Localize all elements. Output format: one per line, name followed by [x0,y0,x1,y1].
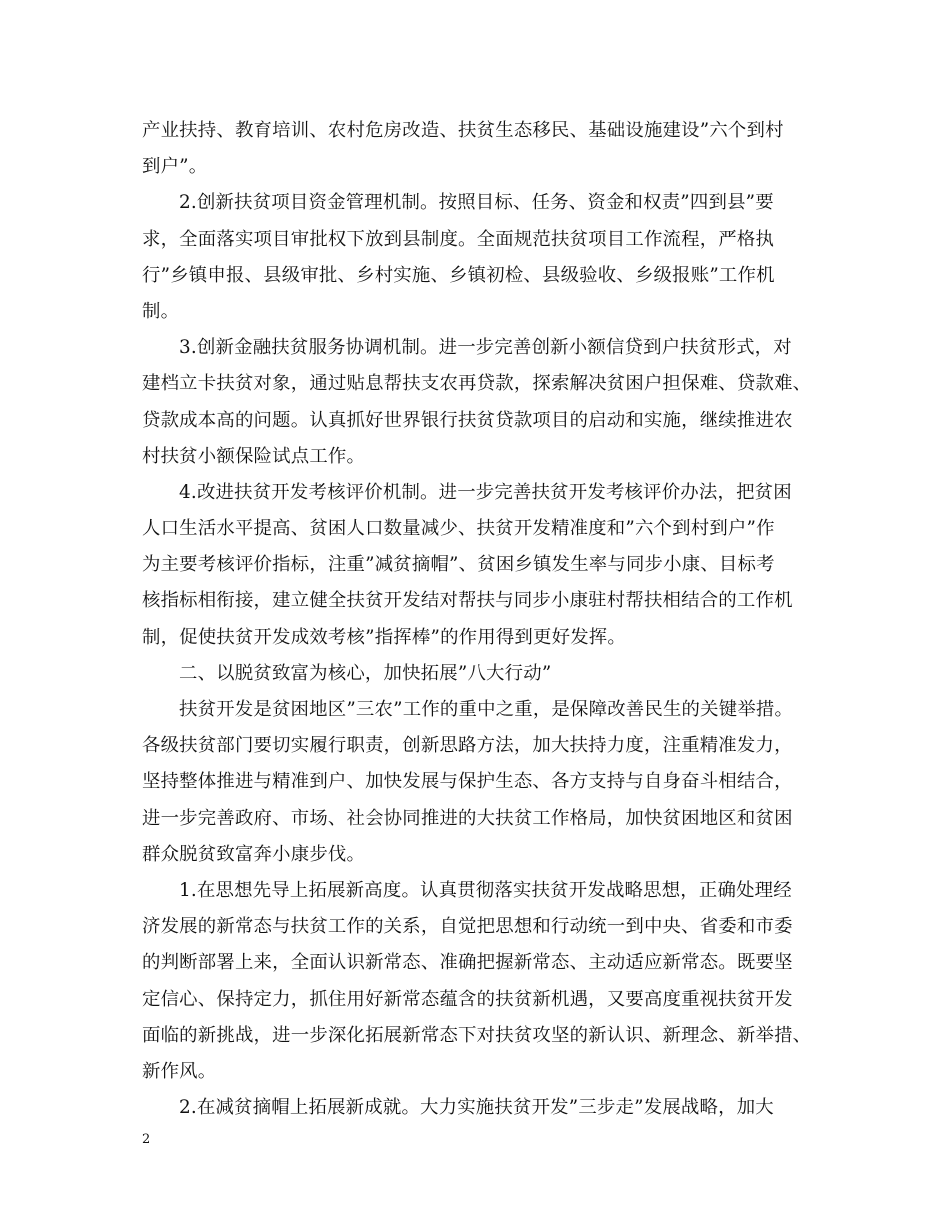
text-line: 济发展的新常态与扶贫工作的关系，自觉把思想和行动统一到中央、省委和市委 [142,916,793,938]
text-line: 二、以脱贫致富为核心，加快拓展”八大行动” [179,662,552,684]
text-line: 4.改进扶贫开发考核评价机制。进一步完善扶贫开发考核评价办法，把贫困 [179,481,792,503]
text-line: 扶贫开发是贫困地区”三农”工作的重中之重，是保障改善民生的关键举措。 [179,699,794,720]
text-line: 定信心、保持定力，抓住用好新常态蕴含的扶贫新机遇，又要高度重视扶贫开发 [142,988,793,1010]
text-line: 到户”。 [142,156,208,178]
text-line: 求，全面落实项目审批权下放到县制度。全面规范扶贫项目工作流程，严格执 [142,228,775,250]
text-line: 进一步完善政府、市场、社会协同推进的大扶贫工作格局，加快贫困地区和贫困 [142,807,793,829]
text-line: 建档立卡扶贫对象，通过贴息帮扶支农再贷款，探索解决贫困户担保难、贷款难、 [142,373,812,395]
text-line: 贷款成本高的问题。认真抓好世界银行扶贫贷款项目的启动和实施，继续推进农 [142,409,793,431]
text-line: 村扶贫小额保险试点工作。 [142,445,366,467]
text-line: 为主要考核评价指标，注重”减贫摘帽”、贫困乡镇发生率与同步小康、目标考 [142,554,775,576]
text-line: 人口生活水平提高、贫困人口数量减少、扶贫开发精准度和”六个到村到户”作 [142,518,775,540]
text-line: 各级扶贫部门要切实履行职责，创新思路方法，加大扶持力度，注重精准发力， [142,735,793,757]
text-line: 2.在减贫摘帽上拓展新成就。大力实施扶贫开发”三步走”发展战略，加大 [179,1097,774,1119]
text-line: 2.创新扶贫项目资金管理机制。按照目标、任务、资金和权责”四到县”要 [179,192,774,214]
text-line: 的判断部署上来，全面认识新常态、准确把握新常态、主动适应新常态。既要坚 [142,952,793,974]
text-line: 新作风。 [142,1060,217,1082]
text-line: 行”乡镇申报、县级审批、乡村实施、乡镇初检、县级验收、乡级报账”工作机 [142,264,775,286]
text-line: 产业扶持、教育培训、农村危房改造、扶贫生态移民、基础设施建设”六个到村 [142,120,784,141]
page-number: 2 [142,1132,151,1147]
text-line: 3.创新金融扶贫服务协调机制。进一步完善创新小额信贷到户扶贫形式，对 [179,337,792,359]
text-line: 群众脱贫致富奔小康步伐。 [142,843,366,865]
text-line: 坚持整体推进与精准到户、加快发展与保护生态、各方支持与自身奋斗相结合， [142,771,793,793]
text-line: 制，促使扶贫开发成效考核”指挥棒”的作用得到更好发挥。 [142,626,626,648]
text-line: 制。 [142,300,180,322]
text-line: 1.在思想先导上拓展新高度。认真贯彻落实扶贫开发战略思想，正确处理经 [179,879,792,901]
text-line: 核指标相衔接，建立健全扶贫开发结对帮扶与同步小康驻村帮扶相结合的工作机 [142,590,793,612]
text-line: 面临的新挑战，进一步深化拓展新常态下对扶贫攻坚的新认识、新理念、新举措、 [142,1024,812,1046]
document-body [142,113,822,1126]
